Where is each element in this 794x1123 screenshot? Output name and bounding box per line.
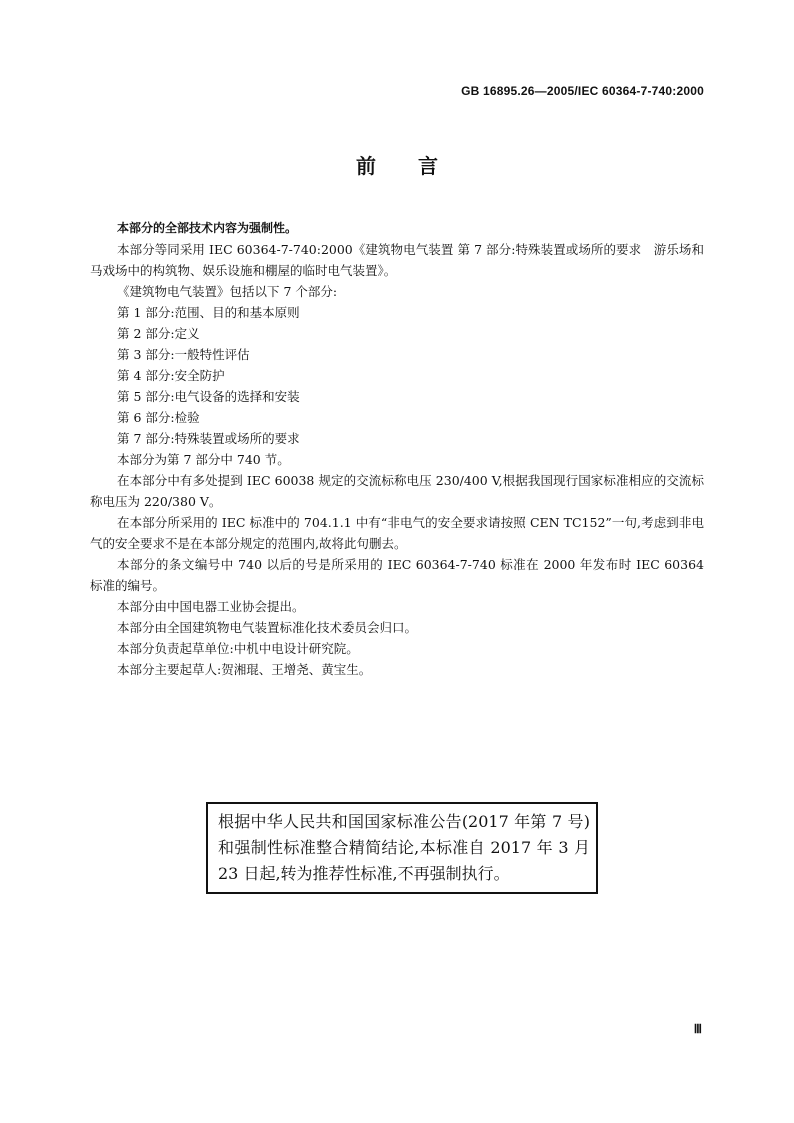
notice-box: 根据中华人民共和国国家标准公告(2017 年第 7 号)和强制性标准整合精简结论,本标准自 2017 年 3 月 23 日起,转为推荐性标准,不再强制执行。	[206, 802, 598, 894]
standard-code-header: GB 16895.26—2005/IEC 60364-7-740:2000	[461, 84, 704, 98]
paragraph-numbering-note: 本部分的条文编号中 740 以后的号是所采用的 IEC 60364-7-740 标准在 2000 年发布时 IEC 60364 标准的编号。	[90, 557, 704, 593]
list-item-part-4: 第 4 部分:安全防护	[117, 368, 225, 383]
list-item-part-6: 第 6 部分:检验	[117, 410, 200, 425]
paragraph-voltage-note: 在本部分中有多处提到 IEC 60038 规定的交流标称电压 230/400 V,根据我国现行国家标准相应的交流标称电压为 220/380 V。	[90, 473, 704, 509]
list-item-part-3: 第 3 部分:一般特性评估	[117, 347, 250, 362]
paragraph-deletion-note: 在本部分所采用的 IEC 标准中的 704.1.1 中有“非电气的安全要求请按照 CEN TC152”一句,考虑到非电气的安全要求不是在本部分规定的范围内,故将此句删去。	[90, 515, 704, 551]
page-number: Ⅲ	[693, 1022, 702, 1036]
paragraph-committee: 本部分由全国建筑物电气装置标准化技术委员会归口。	[117, 620, 418, 635]
list-item-part-5: 第 5 部分:电气设备的选择和安装	[117, 389, 300, 404]
foreword-body	[90, 218, 704, 680]
paragraph-mandatory-statement: 本部分的全部技术内容为强制性。	[117, 221, 298, 235]
list-item-part-1: 第 1 部分:范围、目的和基本原则	[117, 305, 300, 320]
list-item-part-7: 第 7 部分:特殊装置或场所的要求	[117, 431, 300, 446]
paragraph-adoption: 本部分等同采用 IEC 60364-7-740:2000《建筑物电气装置 第 7 部分:特殊装置或场所的要求 游乐场和马戏场中的构筑物、娱乐设施和棚屋的临时电气装置》。	[90, 242, 704, 278]
paragraph-drafting-unit: 本部分负责起草单位:中机中电设计研究院。	[117, 641, 359, 656]
paragraph-parts-intro: 《建筑物电气装置》包括以下 7 个部分:	[117, 284, 338, 299]
paragraph-drafters: 本部分主要起草人:贺湘琨、王增尧、黄宝生。	[117, 662, 372, 677]
page-title: 前言	[356, 154, 480, 178]
list-item-part-2: 第 2 部分:定义	[117, 326, 200, 341]
paragraph-section-scope: 本部分为第 7 部分中 740 节。	[117, 452, 290, 467]
paragraph-proposer: 本部分由中国电器工业协会提出。	[117, 599, 305, 614]
